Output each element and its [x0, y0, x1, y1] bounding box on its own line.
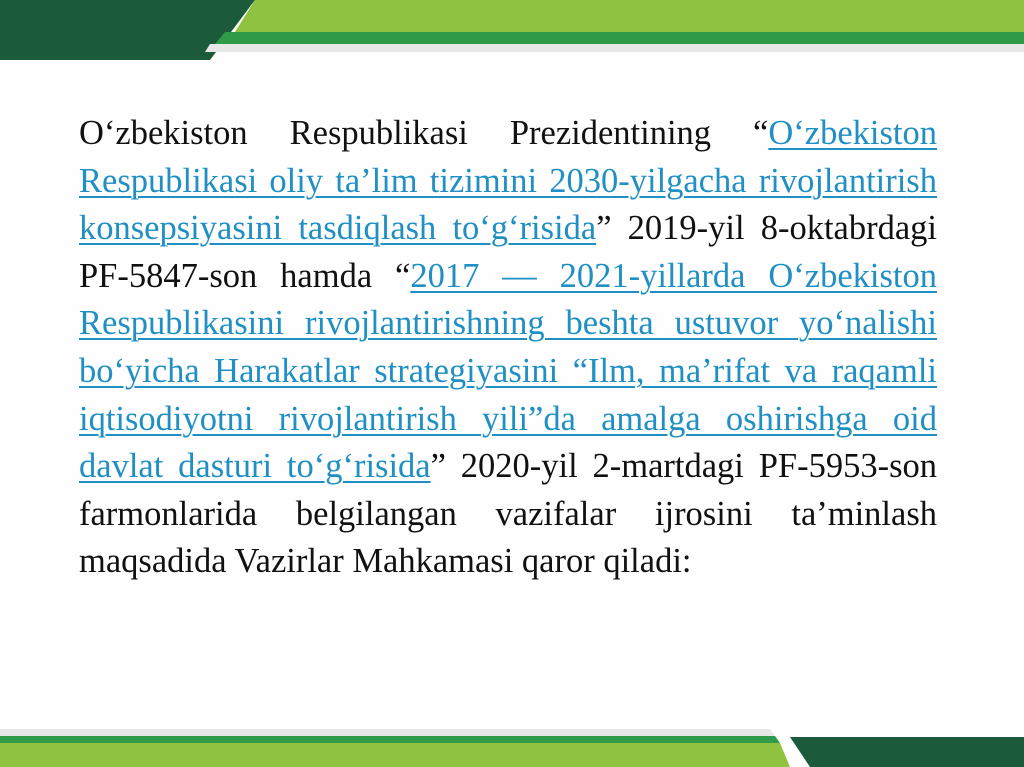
bottom-dark-green-band	[790, 737, 1024, 767]
paragraph-text-3: ” 2020-yil 2-martdagi PF-5953-son farmonlarida belgilangan vazifalar ijrosini ta’minlash maqsadida Vazirlar Mahkamasi qaror qiladi:	[79, 447, 938, 581]
bottom-gray-band	[0, 729, 775, 736]
paragraph-text-2: ” 2019-yil 8-oktabrdagi PF-5847-son hamda “	[79, 209, 938, 295]
decree-paragraph	[79, 110, 937, 586]
top-decoration	[0, 0, 1024, 72]
bottom-accent-green-band	[0, 736, 780, 743]
paragraph-text-1: O‘zbekiston Respublikasi Prezidentining “	[79, 114, 769, 152]
decree-link-2[interactable]: 2017 — 2021-yillarda O‘zbekiston Respublikasini rivojlantirishning beshta ustuvor yo‘nalishi bo‘yicha Harakatlar strategiyasini “Ilm, ma’rifat va raqamli iqtisodiyotni rivojlantirish yili”da amalga oshirishga oid davlat dasturi to‘g‘risida	[79, 256, 937, 486]
top-accent-green-band	[215, 32, 1024, 44]
decree-link-1[interactable]: O‘zbekiston Respublikasi oliy ta’lim tizimini 2030-yilgacha rivojlantirish konsepsiyasini tasdiqlash to‘g‘risida	[79, 114, 937, 248]
bottom-decoration	[0, 727, 1024, 767]
top-gray-band	[205, 44, 1024, 52]
top-light-green-band	[235, 0, 1024, 32]
bottom-light-green-band	[0, 743, 790, 767]
